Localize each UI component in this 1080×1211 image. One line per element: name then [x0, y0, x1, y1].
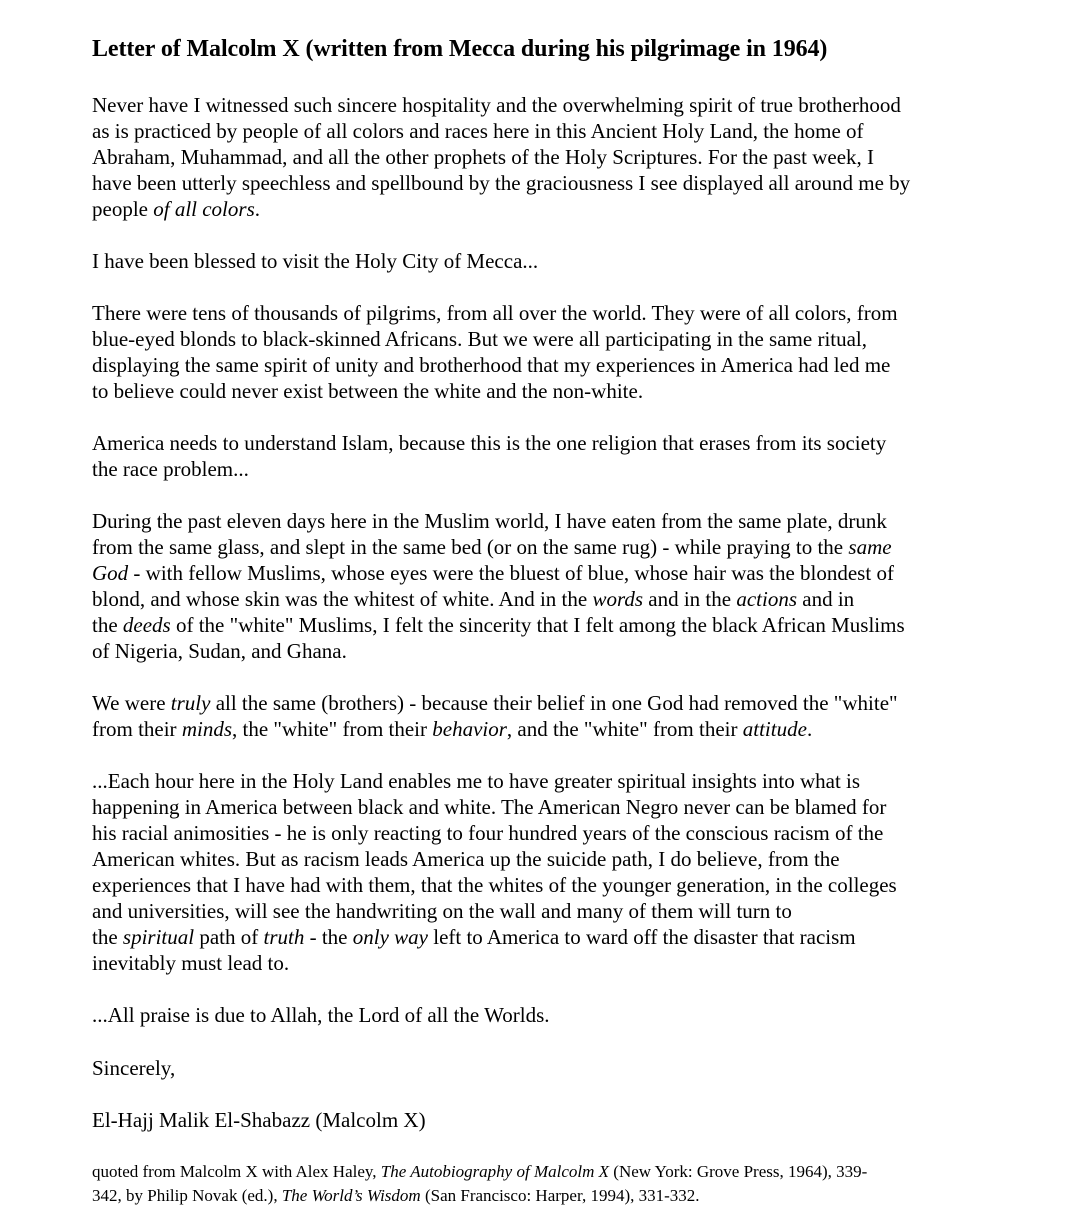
paragraph-islam-race: [92, 430, 886, 482]
emphasis-text: God: [92, 561, 129, 585]
paragraph-praise: [92, 1002, 550, 1028]
text-segment: During the past eleven days here in the Muslim world, I have eaten from the same plate, drunk: [92, 509, 887, 533]
text-line: [92, 768, 897, 794]
text-line: [92, 846, 897, 872]
text-segment: to believe could never exist between the white and the non-white.: [92, 379, 644, 403]
text-line: [92, 196, 910, 222]
text-segment: have been utterly speechless and spellbound by the graciousness I see displayed all around me by: [92, 171, 911, 195]
text-segment: of Nigeria, Sudan, and Ghana.: [92, 639, 347, 663]
emphasis-text: actions: [736, 587, 798, 611]
emphasis-text: only way: [352, 925, 428, 949]
text-line: [92, 508, 905, 534]
emphasis-text: truth: [263, 925, 305, 949]
text-line: [92, 92, 910, 118]
text-segment: - with fellow Muslims, whose eyes were the bluest of blue, whose hair was the blondest of: [128, 561, 894, 585]
text-line: [92, 456, 886, 482]
emphasis-text: truly: [170, 691, 211, 715]
text-line: [92, 872, 897, 898]
text-segment: people: [92, 197, 154, 221]
page-title: Letter of Malcolm X (written from Mecca during his pilgrimage in 1964): [92, 36, 828, 62]
text-segment: - the: [304, 925, 353, 949]
text-line: [92, 118, 910, 144]
text-line: [92, 300, 898, 326]
text-segment: quoted from Malcolm X with Alex Haley,: [92, 1162, 381, 1181]
text-line: [92, 248, 538, 274]
text-line: [92, 1055, 175, 1081]
emphasis-text: deeds: [122, 613, 171, 637]
text-line: [92, 534, 905, 560]
text-segment: (San Francisco: Harper, 1994), 331-332.: [420, 1186, 700, 1205]
text-segment: (New York: Grove Press, 1964), 339-: [609, 1162, 868, 1181]
emphasis-text: same: [848, 535, 892, 559]
text-line: [92, 794, 897, 820]
text-line: [92, 820, 897, 846]
text-segment: displaying the same spirit of unity and brotherhood that my experiences in America had led me: [92, 353, 891, 377]
text-segment: from their: [92, 717, 182, 741]
text-line: [92, 924, 897, 950]
paragraph-holy-land-insights: [92, 768, 897, 976]
emphasis-text: The Autobiography of Malcolm X: [380, 1162, 610, 1181]
text-segment: of the "white" Muslims, I felt the sincerity that I felt among the black African Muslims: [170, 613, 905, 637]
text-segment: ...All praise is due to Allah, the Lord of all the Worlds.: [92, 1003, 550, 1027]
text-segment: El-Hajj Malik El-Shabazz (Malcolm X): [92, 1108, 426, 1132]
text-line: [92, 1107, 426, 1133]
emphasis-text: The World’s Wisdom: [281, 1186, 421, 1205]
text-segment: path of: [194, 925, 264, 949]
text-segment: Sincerely,: [92, 1056, 176, 1080]
emphasis-text: of all colors: [153, 197, 255, 221]
text-segment: and in: [797, 587, 855, 611]
text-line: [92, 1160, 867, 1184]
text-segment: American whites. But as racism leads America up the suicide path, I do believe, from the: [92, 847, 840, 871]
text-line: [92, 898, 897, 924]
emphasis-text: behavior: [432, 717, 507, 741]
text-line: [92, 144, 910, 170]
text-segment: .: [254, 197, 260, 221]
paragraph-eleven-days: [92, 508, 905, 664]
text-line: [92, 690, 898, 716]
text-segment: Never have I witnessed such sincere hospitality and the overwhelming spirit of true brotherhood: [92, 93, 901, 117]
text-segment: Abraham, Muhammad, and all the other prophets of the Holy Scriptures. For the past week, I: [92, 145, 875, 169]
text-line: [92, 612, 905, 638]
emphasis-text: minds: [181, 717, 232, 741]
text-segment: , the "white" from their: [232, 717, 433, 741]
emphasis-text: spiritual: [122, 925, 195, 949]
text-segment: the: [92, 925, 123, 949]
text-segment: and in the: [643, 587, 737, 611]
paragraph-hospitality: [92, 92, 910, 222]
text-segment: the: [92, 613, 123, 637]
text-line: [92, 1184, 867, 1208]
text-segment: from the same glass, and slept in the same bed (or on the same rug) - while praying to the: [92, 535, 849, 559]
text-segment: happening in America between black and white. The American Negro never can be blamed for: [92, 795, 887, 819]
text-line: [92, 1002, 550, 1028]
text-segment: .: [806, 717, 813, 741]
text-segment: 342, by Philip Novak (ed.),: [92, 1186, 282, 1205]
text-segment: ...Each hour here in the Holy Land enables me to have greater spiritual insights into what is: [92, 769, 861, 793]
paragraph-brothers: [92, 690, 898, 742]
emphasis-text: words: [592, 587, 644, 611]
text-segment: his racial animosities - he is only reacting to four hundred years of the conscious racism of the: [92, 821, 884, 845]
citation: [92, 1160, 867, 1208]
text-line: [92, 378, 898, 404]
text-line: [92, 638, 905, 664]
text-segment: inevitably must lead to.: [92, 951, 290, 975]
text-line: [92, 950, 897, 976]
text-segment: blue-eyed blonds to black-skinned Africans. But we were all participating in the same ritual,: [92, 327, 868, 351]
emphasis-text: attitude: [742, 717, 807, 741]
text-line: [92, 430, 886, 456]
text-segment: and universities, will see the handwriting on the wall and many of them will turn to: [92, 899, 792, 923]
text-line: [92, 352, 898, 378]
paragraph-blessed-mecca: [92, 248, 538, 274]
text-line: [92, 326, 898, 352]
text-segment: There were tens of thousands of pilgrims, from all over the world. They were of all colors, from: [92, 301, 898, 325]
text-line: [92, 586, 905, 612]
signature: [92, 1107, 426, 1133]
text-segment: as is practiced by people of all colors and races here in this Ancient Holy Land, the home of: [92, 119, 864, 143]
paragraph-pilgrims: [92, 300, 898, 404]
text-segment: blond, and whose skin was the whitest of white. And in the: [92, 587, 593, 611]
text-line: [92, 560, 905, 586]
text-line: [92, 716, 898, 742]
closing-salutation: [92, 1055, 175, 1081]
text-segment: experiences that I have had with them, that the whites of the younger generation, in the colleges: [92, 873, 897, 897]
text-segment: left to America to ward off the disaster that racism: [427, 925, 856, 949]
text-segment: We were: [92, 691, 171, 715]
text-segment: I have been blessed to visit the Holy City of Mecca...: [92, 249, 539, 273]
text-segment: America needs to understand Islam, because this is the one religion that erases from its society: [92, 431, 887, 455]
text-segment: all the same (brothers) - because their belief in one God had removed the "white": [210, 691, 898, 715]
text-segment: the race problem...: [92, 457, 249, 481]
text-segment: , and the "white" from their: [506, 717, 743, 741]
text-line: [92, 170, 910, 196]
